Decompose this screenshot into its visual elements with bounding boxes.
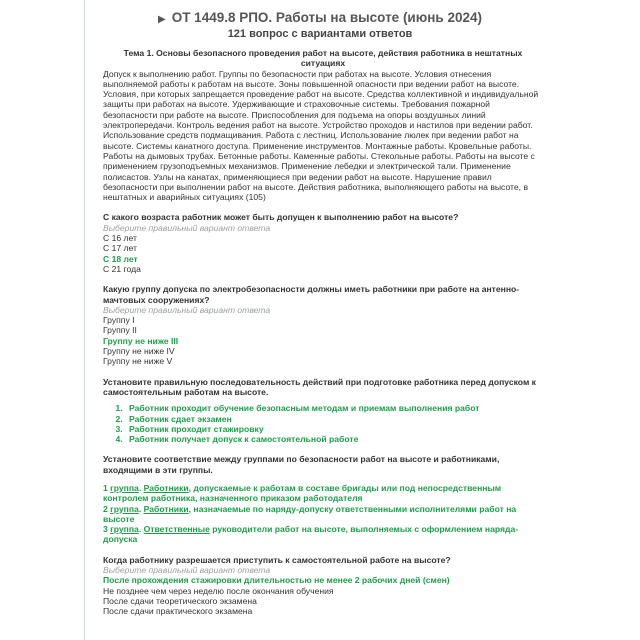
group-workers-label: Работники	[143, 503, 189, 514]
topic-description: Допуск к выполнению работ. Группы по безопасности при работах на высоте. Условия отнесения выполняемой работы к работам на высоте. Зоны повышенной опасности при ведении работ на высоте. Условия, при которых запрещается проведение работ на высоте. Средства коллективной и индивидуальной защиты при работах на высоте. Удерживающие и страховочные системы. Требования пожарной безопасности при работе на высоте. Приспособления для подъема на опоры воздушных линий электропередачи. Контроль ведения работ на высоте. Устройство проходов и настилов при ведении работ. Использование средств подмащивания. Работа с лестниц. Использование люлек при ведении работ на высоте. Системы канатного доступа. Применение инструментов. Монтажные работы. Кровельные работы. Работы на дымовых трубах. Бетонные работы. Каменные работы. Стекольные работы. Работы на высоте с применением грузоподъемных механизмов. Применение лебедки и электрической тали. Применение полисастов. Узлы на канатах, применяющиеся при ведении работ на высоте. Нарушение правил безопасности при выполнении работ на высоте. Действия работника, выполняющего работы на высоте, в нештатных и аварийных ситуациях (105)	[103, 68, 539, 203]
answer-option[interactable]: С 21 года	[103, 263, 141, 274]
answer-option-correct[interactable]: С 18 лет	[103, 253, 138, 264]
document-page	[84, 0, 556, 640]
question-3: Установите правильную последовательность действий при подготовке работника перед допуском к самостоятельным работам на высоте.	[103, 376, 536, 397]
matching-row: 1 группа. Работники, допускаемые к работам в составе бригады или под непосредственным контролем работника, назначенного приказом работодателя	[103, 482, 502, 504]
group-number: 1	[103, 482, 108, 493]
answer-option-correct[interactable]: После прохождения стажировки длительностью не менее 2 рабочих дней (смен)	[103, 575, 450, 586]
document-body	[103, 48, 543, 617]
question-1: С какого возраста работник может быть допущен к выполнению работ на высоте?	[103, 212, 459, 223]
group-workers-label: Работники	[143, 482, 189, 493]
group-description: , назначаемые по наряду-допуску ответственными исполнителями работ на высоте	[103, 503, 517, 524]
answer-option[interactable]: После сдачи теоретического экзамена	[103, 595, 257, 606]
group-number: 3	[103, 524, 108, 535]
answer-option[interactable]: С 17 лет	[103, 243, 137, 254]
answer-option[interactable]: С 16 лет	[103, 233, 137, 244]
chevron-right-icon[interactable]: ▶	[157, 14, 166, 25]
document-title-text: ОТ 1449.8 РПО. Работы на высоте (июнь 2024)	[171, 10, 482, 25]
answer-option[interactable]: Группу не ниже V	[103, 356, 173, 367]
sequence-step: 3. Работник проходит стажировку	[125, 424, 543, 434]
sequence-step: 2. Работник сдает экзамен	[125, 414, 543, 424]
question-5: Когда работнику разрешается приступить к самостоятельной работе на высоте?	[103, 554, 451, 565]
matching-row: 3 группа. Ответственные руководители работ на высоте, выполняемых с оформлением наряда-допуска	[103, 524, 519, 545]
group-number: 2	[103, 503, 108, 514]
sequence-step: 4. Работник получает допуск к самостоятельной работе	[125, 434, 543, 444]
question-1-hint: Выберите правильный вариант ответа	[103, 222, 271, 233]
document-title	[84, 10, 556, 25]
sequence-list	[103, 403, 543, 444]
matching-list	[103, 483, 543, 545]
group-label: группа	[110, 482, 139, 493]
sequence-step: 1. Работник проходит обучение безопасным методам и приемам выполнения работ	[125, 403, 543, 413]
group-label: группа	[110, 503, 139, 514]
group-label: группа	[110, 524, 139, 535]
answer-option[interactable]: Группу I	[103, 315, 135, 326]
document-subtitle: 121 вопрос с вариантами ответов	[227, 28, 413, 40]
answer-option[interactable]: Группу не ниже IV	[103, 346, 175, 357]
answer-option[interactable]: После сдачи практического экзамена	[103, 606, 253, 617]
question-4: Установите соответствие между группами по безопасности работ на высоте и работниками, входящими в эти группы.	[103, 454, 500, 475]
answer-option-correct[interactable]: Группу не ниже III	[103, 335, 179, 346]
question-2: Какую группу допуска по электробезопасности должны иметь работники при работе на антенно-мачтовых сооружениях?	[103, 284, 520, 305]
matching-row: 2 группа. Работники, назначаемые по наряду-допуску ответственными исполнителями работ на высоте	[103, 503, 517, 524]
question-2-hint: Выберите правильный вариант ответа	[103, 304, 271, 315]
question-5-hint: Выберите правильный вариант ответа	[103, 565, 271, 576]
group-description: , допускаемые к работам в составе бригады или под непосредственным контролем работника, назначенного приказом работодателя	[103, 482, 502, 504]
group-description: руководители работ на высоте, выполняемых с оформлением наряда-допуска	[103, 524, 519, 545]
answer-option[interactable]: Группу II	[103, 325, 137, 336]
answer-option[interactable]: Не позднее чем через неделю после окончания обучения	[103, 585, 334, 596]
topic-heading: Тема 1. Основы безопасного проведения работ на высоте, действия работника в нештатных ситуациях	[123, 48, 523, 69]
group-workers-label: Ответственные	[143, 524, 210, 535]
